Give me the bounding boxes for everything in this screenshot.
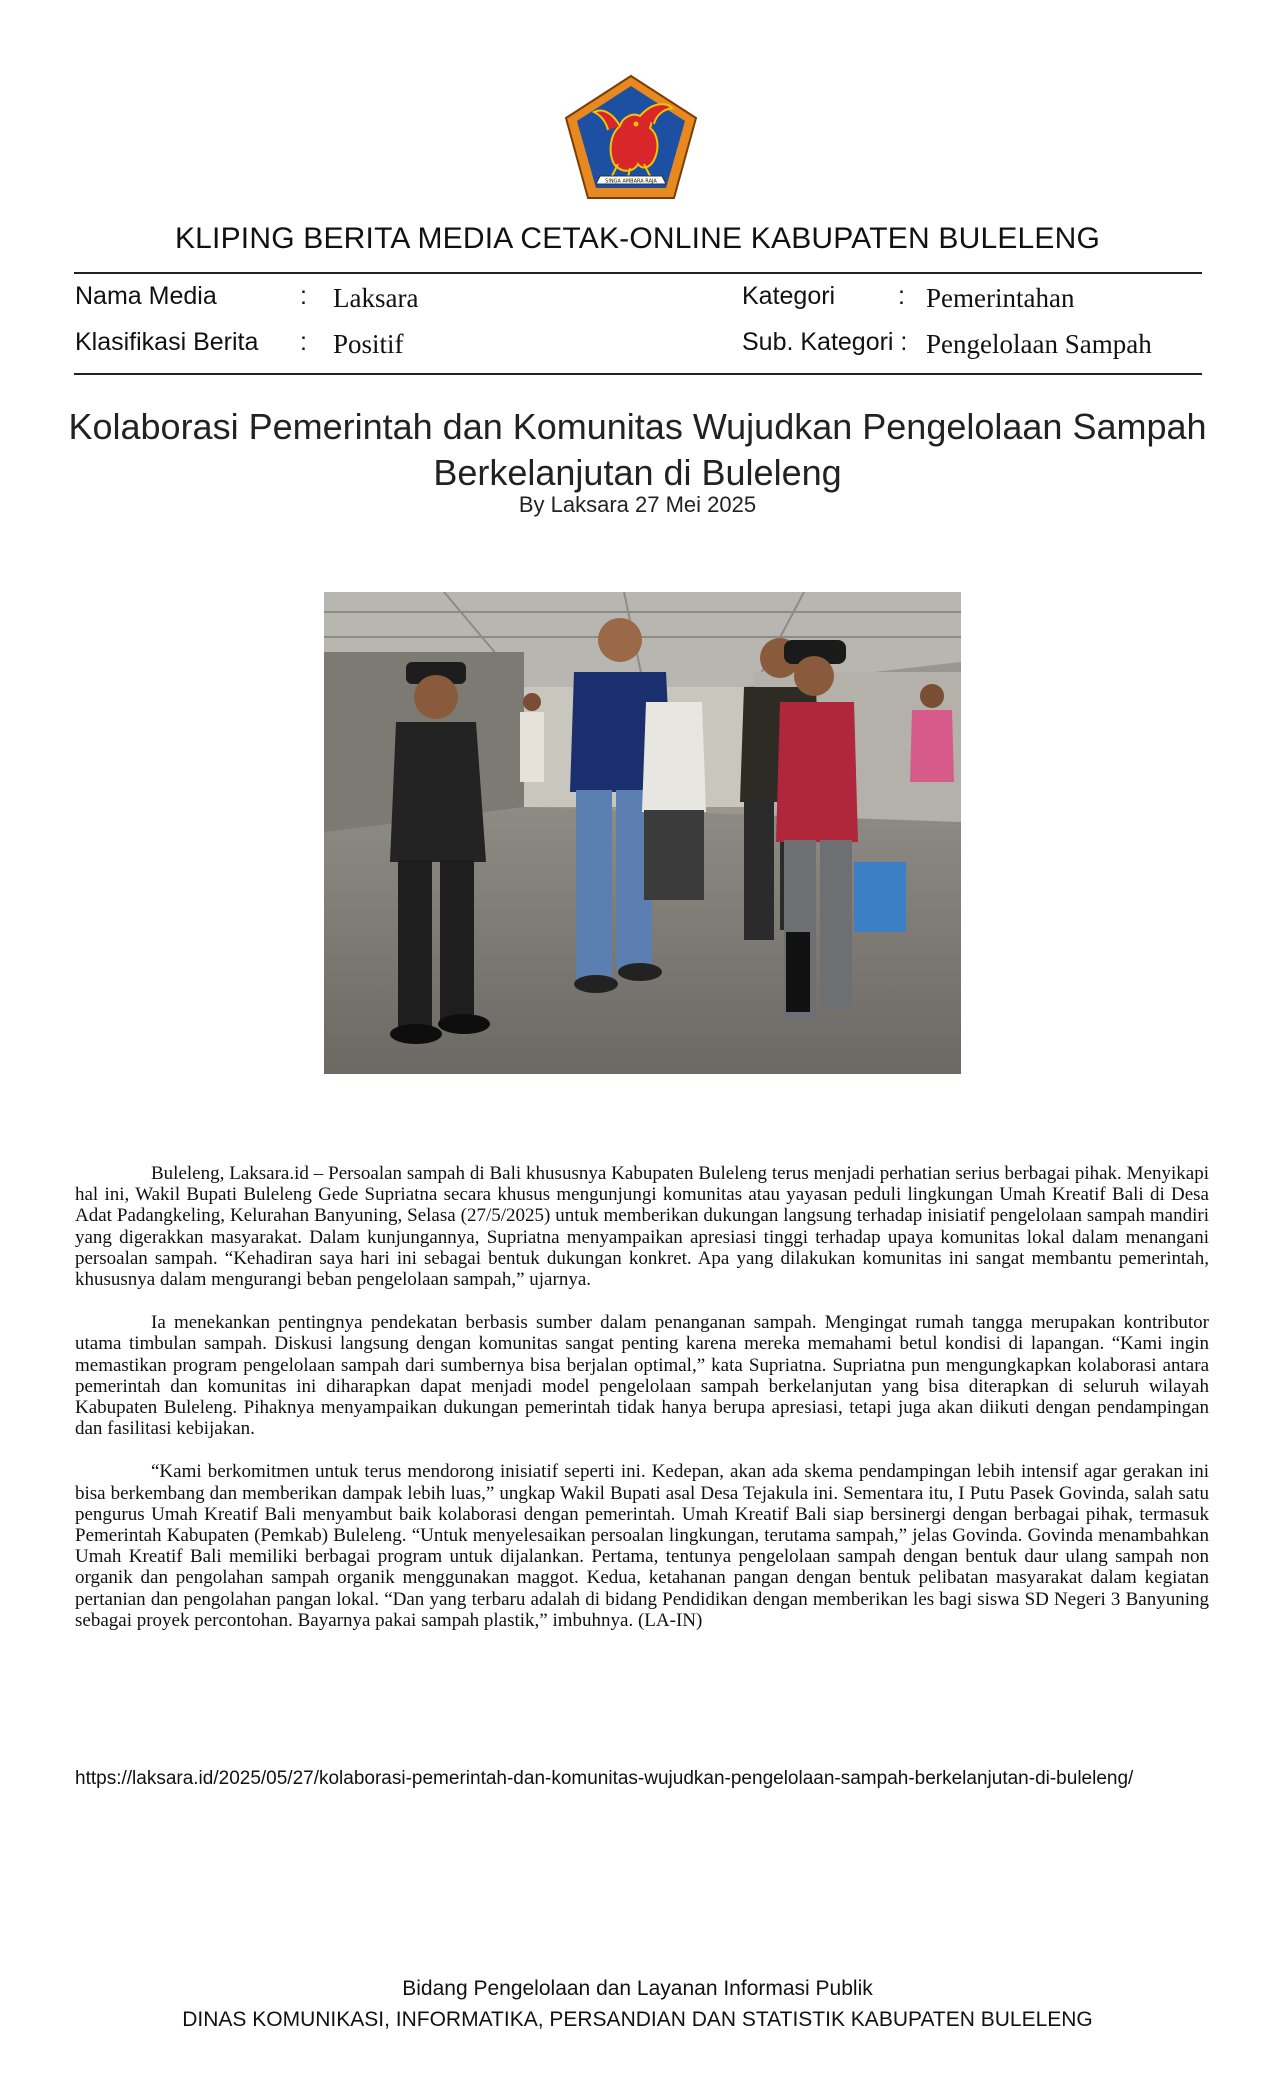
article-body — [75, 1163, 1209, 1653]
footer-department: Bidang Pengelolaan dan Layanan Informasi Publik — [402, 1977, 873, 2000]
kategori-colon: : — [898, 282, 905, 310]
nama-media-value: Laksara — [333, 283, 419, 313]
klasifikasi-value: Positif — [333, 329, 404, 359]
news-photo — [324, 592, 961, 1074]
article-paragraph-3: “Kami berkomitmen untuk terus mendorong inisiatif seperti ini. Kedepan, akan ada skema pendampingan lebih intensif agar gerakan ini bisa berkembang dan memberikan dampak lebih luas,” ungkap Wakil Bupati asal Desa Tejakula ini. Sementara itu, I Putu Pasek Govinda, salah satu pengurus Umah Kreatif Bali menyambut baik kolaborasi dengan pemerintah. Umah Kreatif Bali siap bersinergi dengan berbagai pihak, termasuk Pemerintah Kabupaten (Pemkab) Buleleng. “Untuk menyelesaikan persoalan lingkungan, terutama sampah,” jelas Govinda. Govinda menambahkan Umah Kreatif Bali memiliki berbagai program untuk dijalankan. Pertama, tentunya pengelolaan sampah dengan bentuk daur ulang sampah non organik dan pengolahan sampah organik menggunakan maggot. Kedua, ketahanan pangan dengan bentuk pelibatan masyarakat dalam kegiatan pertanian dan pengolahan pangan lokal. “Dan yang terbaru adalah di bidang Pendidikan dengan memberikan les bagi siswa SD Negeri 3 Banyuning sebagai proyek percontohan. Bayarnya pakai sampah plastik,” imbuhnya. (LA-IN) — [75, 1461, 1209, 1631]
sub-kategori-label: Sub. Kategori : — [742, 328, 908, 356]
clipping-header-title: KLIPING BERITA MEDIA CETAK-ONLINE KABUPATEN BULELENG — [174, 222, 1101, 255]
klasifikasi-colon: : — [300, 328, 307, 356]
kategori-label: Kategori — [742, 282, 836, 310]
header-divider-bottom — [74, 373, 1202, 375]
article-paragraph-2: Ia menekankan pentingnya pendekatan berbasis sumber dalam penanganan sampah. Mengingat rumah tangga merupakan kontributor utama timbulan sampah. Diskusi langsung dengan komunitas sangat penting karena mereka memahami betul kondisi di lapangan. “Kami ingin memastikan program pengelolaan sampah dari sumbernya bisa berjalan optimal,” kata Supriatna. Supriatna pun mengungkapkan kolaborasi antara pemerintah dan komunitas ini diharapkan dapat menjadi model pengelolaan sampah berkelanjutan yang bisa diterapkan di seluruh wilayah Kabupaten Buleleng. Pihaknya menyampaikan dukungan pemerintah tidak hanya berupa apresiasi, tetapi juga akan diikuti dengan pendampingan dan fasilitasi kebijakan. — [75, 1312, 1209, 1440]
footer-agency: DINAS KOMUNIKASI, INFORMATIKA, PERSANDIAN DAN STATISTIK KABUPATEN BULELENG — [182, 2008, 1093, 2031]
article-paragraph-1: Buleleng, Laksara.id – Persoalan sampah di Bali khususnya Kabupaten Buleleng terus menjadi perhatian serius berbagai pihak. Menyikapi hal ini, Wakil Bupati Buleleng Gede Supriatna secara khusus mengunjungi komunitas atau yayasan peduli lingkungan Umah Kreatif Bali di Desa Adat Padangkeling, Kelurahan Banyuning, Selasa (27/5/2025) untuk memberikan dukungan langsung terhadap inisiatif pengelolaan sampah mandiri yang digerakkan masyarakat. Dalam kunjungannya, Supriatna menyampaikan apresiasi tinggi terhadap upaya komunitas lokal dalam menangani persoalan sampah. “Kehadiran saya hari ini sebagai bentuk dukungan konkret. Apa yang dilakukan komunitas ini sangat membantu pemerintah, khususnya dalam mengurangi beban pengelolaan sampah,” ujarnya. — [75, 1163, 1209, 1291]
logo-motto: SINGA AMBARA RAJA — [605, 178, 657, 185]
klasifikasi-label: Klasifikasi Berita — [75, 328, 259, 356]
sub-kategori-value: Pengelolaan Sampah — [926, 329, 1152, 359]
regency-logo — [562, 72, 700, 202]
nama-media-colon: : — [300, 282, 307, 310]
nama-media-label: Nama Media — [75, 282, 217, 310]
buleleng-emblem-icon — [562, 72, 700, 202]
article-title: Kolaborasi Pemerintah dan Komunitas Wujudkan Pengelolaan Sampah Berkelanjutan di Buleleng — [68, 406, 1207, 493]
source-url-link[interactable]: https://laksara.id/2025/05/27/kolaborasi-pemerintah-dan-komunitas-wujudkan-pengelolaan-sampah-berkelanjutan-di-buleleng/ — [75, 1768, 1134, 1789]
kategori-value: Pemerintahan — [926, 283, 1075, 313]
header-divider-top — [74, 272, 1202, 274]
article-byline: By Laksara 27 Mei 2025 — [518, 492, 757, 517]
news-photo-icon — [324, 592, 961, 1074]
